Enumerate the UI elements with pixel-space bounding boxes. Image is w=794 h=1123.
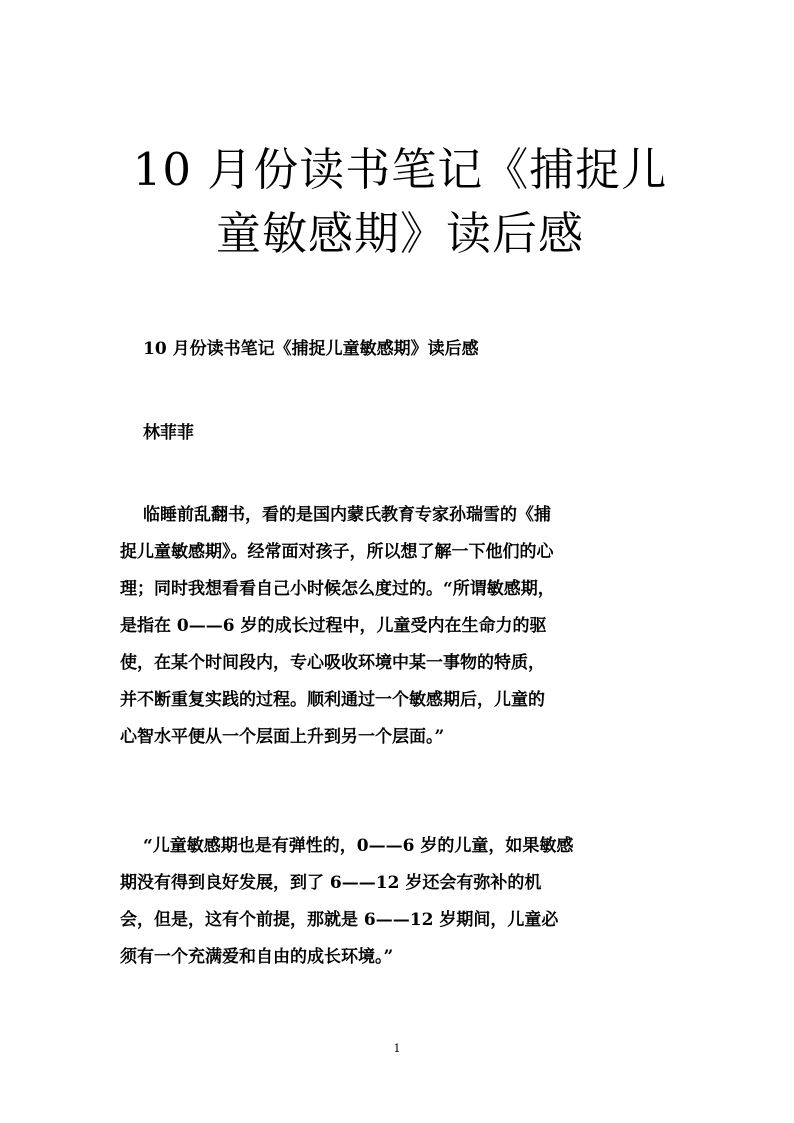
paragraph-line: 并不断重复实践的过程。顺利通过一个敏感期后，儿童的 [120,690,545,710]
subtitle: 10 月份读书笔记《捕捉儿童敏感期》读后感 [143,339,479,359]
author-name: 林菲菲 [143,423,194,443]
title-line: 10 月份读书笔记《捕捉儿 [132,143,668,196]
paragraph-line: 理；同时我想看看自己小时候怎么度过的。“所谓敏感期， [120,579,555,599]
paragraph-line: 是指在 0——6 岁的成长过程中，儿童受内在生命力的驱 [120,616,547,636]
document-title [100,138,700,266]
paragraph-line: 临睡前乱翻书，看的是国内蒙氏教育专家孙瑞雪的《捕 [143,505,551,525]
paragraph-line: 捉儿童敏感期》。经常面对孩子，所以想了解一下他们的心 [120,542,554,562]
page-number: 1 [393,1042,401,1055]
title-line: 童敏感期》读后感 [215,207,584,260]
paragraph-line: 心智水平便从一个层面上升到另一个层面。” [120,727,445,747]
paragraph-line: 使，在某个时间段内，专心吸收环境中某一事物的特质， [120,653,545,673]
paragraph-line: 须有一个充满爱和自由的成长环境。” [120,947,394,967]
paragraph-line: “儿童敏感期也是有弹性的，0——6 岁的儿童，如果敏感 [143,836,574,856]
paragraph [120,828,680,976]
paragraph [120,497,680,756]
paragraph-line: 会，但是，这有个前提，那就是 6——12 岁期间，儿童必 [120,910,559,930]
paragraph-line: 期没有得到良好发展，到了 6——12 岁还会有弥补的机 [120,873,542,893]
